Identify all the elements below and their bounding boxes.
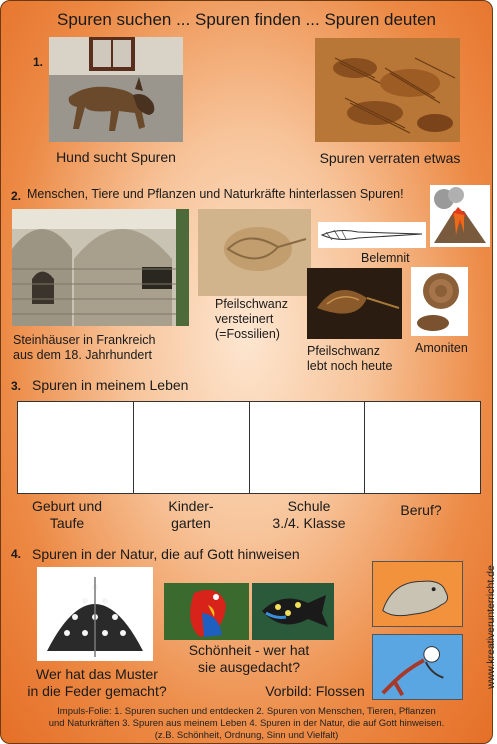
volcano-icon <box>430 185 490 247</box>
label-kindergarten-line1: Kinder- <box>168 498 214 514</box>
caption-beauty <box>164 642 334 676</box>
section2-number: 2. <box>11 189 22 203</box>
caption-beauty-line1: Schönheit - wer hat <box>188 642 310 658</box>
horseshoe-crab-photo <box>307 268 402 339</box>
caption-fossil-line1: Pfeilschwanz <box>215 297 288 311</box>
footprints-photo <box>315 38 460 142</box>
caption-living-crab-line2: lebt noch heute <box>307 359 393 373</box>
caption-belemnite: Belemnit <box>361 251 410 265</box>
caption-feather-line2: in die Feder gemacht? <box>27 683 167 699</box>
life-box-job[interactable] <box>365 402 480 493</box>
section3-number: 3. <box>11 379 22 393</box>
footer-line1: Impuls-Folie: 1. Spuren suchen und entdecken 2. Spuren von Menschen, Tieren, Pflanzen <box>57 706 436 717</box>
caption-stone-houses <box>13 333 193 363</box>
caption-footprints: Spuren verraten etwas <box>319 150 461 166</box>
feather-photo <box>37 567 153 661</box>
fossil-photo <box>198 209 311 296</box>
life-box-birth[interactable] <box>18 402 134 493</box>
page-title: Spuren suchen ... Spuren finden ... Spuren deuten <box>57 10 436 29</box>
label-school-line1: Schule <box>287 498 331 514</box>
caption-living-crab-line1: Pfeilschwanz <box>307 344 380 358</box>
watermark-text: www.kreativerunterricht.de <box>485 565 497 689</box>
label-birth-line2: Taufe <box>49 515 85 531</box>
life-timeline-boxes <box>17 401 481 494</box>
label-birth <box>19 498 115 532</box>
label-kindergarten-line2: garten <box>171 515 211 531</box>
life-box-kindergarten[interactable] <box>134 402 250 493</box>
footer-notes <box>1 706 492 742</box>
caption-stone-houses-line1: Steinhäuser in Frankreich <box>13 333 156 347</box>
footer-line3: (z.B. Schönheit, Ordnung, Sinn und Vielfalt) <box>154 730 339 741</box>
caption-feather-line1: Wer hat das Muster <box>36 666 158 682</box>
caption-fossil-line2: versteinert <box>215 312 274 326</box>
footer-line2: und Naturkräften 3. Spuren aus meinem Leben 4. Spuren in der Natur, die auf Gott hinweisen. <box>48 718 445 729</box>
section2-heading: Menschen, Tiere und Pflanzen und Naturkräfte hinterlassen Spuren! <box>27 187 404 201</box>
section3-heading: Spuren in meinem Leben <box>32 377 189 393</box>
belemnite-photo <box>318 222 426 248</box>
stone-houses-photo <box>12 209 189 326</box>
section4-number: 4. <box>11 547 22 561</box>
section4-heading: Spuren in der Natur, die auf Gott hinweisen <box>32 546 300 562</box>
life-box-school[interactable] <box>250 402 366 493</box>
caption-feather <box>11 666 183 700</box>
dog-photo <box>49 37 183 142</box>
section1-number: 1. <box>33 55 44 69</box>
caption-fossil-line3: (=Fossilien) <box>215 327 280 341</box>
diver-drawing <box>372 634 463 700</box>
label-kindergarten <box>149 498 233 532</box>
label-job: Beruf? <box>400 502 442 518</box>
caption-dog: Hund sucht Spuren <box>56 149 176 165</box>
label-birth-line1: Geburt und <box>31 498 103 514</box>
label-school <box>253 498 365 532</box>
label-school-line2: 3./4. Klasse <box>272 515 346 531</box>
caption-fins: Vorbild: Flossen <box>265 683 365 699</box>
watermark-vertical <box>471 561 497 701</box>
ammonite-photo <box>411 267 468 336</box>
caption-beauty-line2: sie ausgedacht? <box>198 659 300 675</box>
caption-stone-houses-line2: aus dem 18. Jahrhundert <box>13 348 152 362</box>
parrot-photo <box>164 583 249 640</box>
caption-living-crab <box>307 344 417 374</box>
caption-ammonite: Amoniten <box>415 341 468 355</box>
fish-photo <box>252 583 334 640</box>
seal-drawing <box>372 561 463 627</box>
